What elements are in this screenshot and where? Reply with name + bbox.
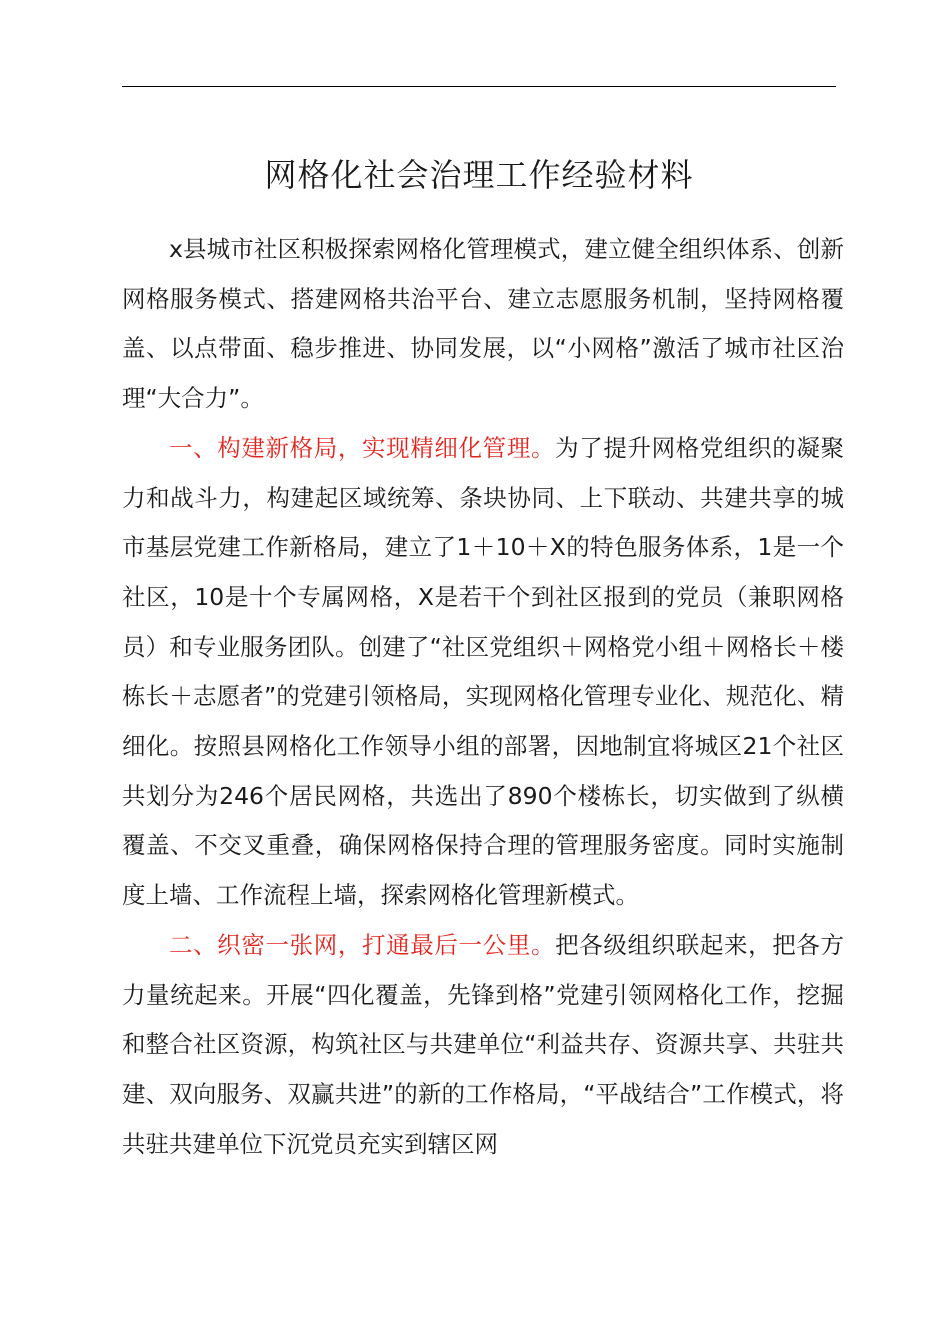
section-2-paragraph: [122, 921, 844, 1170]
section-2-body: 把各级组织联起来，把各方力量统起来。开展“四化覆盖，先锋到格”党建引领网格化工作，挖掘和整合社区资源，构筑社区与共建单位“利益共存、资源共享、共驻共建、双向服务、双赢共进”的新的工作格局，“平战结合”工作模式，将共驻共建单位下沉党员充实到辖区网: [122, 930, 845, 1158]
section-2-heading: 二、织密一张网，打通最后一公里。: [169, 930, 556, 959]
intro-paragraph: x县城市社区积极探索网格化管理模式，建立健全组织体系、创新网格服务模式、搭建网格共治平台、建立志愿服务机制，坚持网格覆盖、以点带面、稳步推进、协同发展，以“小网格”激活了城市社区治理“大合力”。: [122, 235, 844, 413]
document-body: [122, 225, 844, 1169]
document-title: 网格化社会治理工作经验材料: [264, 156, 694, 194]
section-1-paragraph: [122, 424, 844, 921]
section-1-heading: 一、构建新格局，实现精细化管理。: [169, 433, 556, 462]
header-rule: [122, 86, 836, 87]
section-1-body: 为了提升网格党组织的凝聚力和战斗力，构建起区域统筹、条块协同、上下联动、共建共享的城市基层党建工作新格局，建立了1＋10＋X的特色服务体系，1是一个社区，10是十个专属网格，X是若干个到社区报到的党员（兼职网格员）和专业服务团队。创建了“社区党组织＋网格党小组＋网格长＋楼栋长＋志愿者”的党建引领格局，实现网格化管理专业化、规范化、精细化。按照县网格化工作领导小组的部署，因地制宜将城区21个社区共划分为246个居民网格，共选出了890个楼栋长，切实做到了纵横覆盖、不交叉重叠，确保网格保持合理的管理服务密度。同时实施制度上墙、工作流程上墙，探索网格化管理新模式。: [122, 433, 845, 910]
